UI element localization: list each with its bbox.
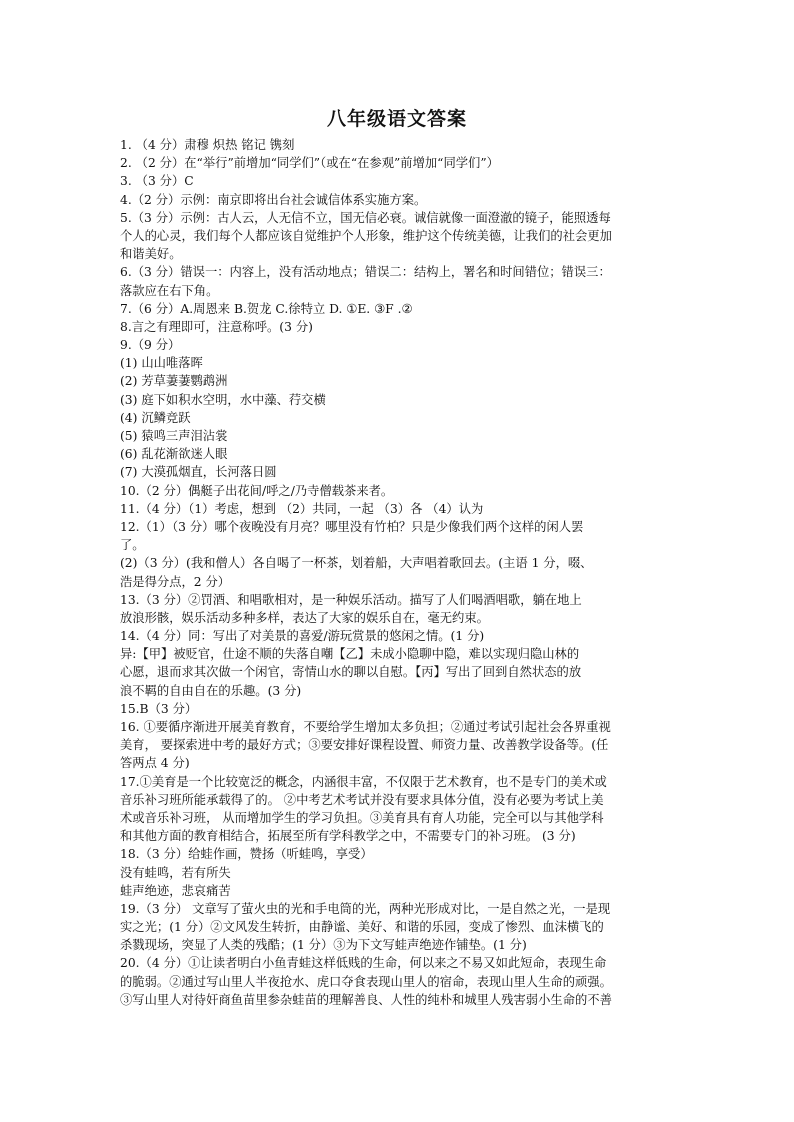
answer-line: 16. ①要循序渐进开展美育教育，不要给学生增加太多负担；②通过考试引起社会各界重视 xyxy=(120,720,611,734)
answer-line: 1. （4 分）肃穆 炽热 铭记 镌刻 xyxy=(120,138,295,152)
answer-line: (6) 乱花渐欲迷人眼 xyxy=(120,447,228,462)
answer-line: 和谐美好。 xyxy=(120,247,182,262)
answer-line: 7.（6 分）A.周恩来 B.贺龙 C.徐特立 D. ①E. ③F .② xyxy=(120,301,413,316)
answer-line: 的脆弱。②通过写山里人半夜抢水、虎口夺食表现山里人的宿命，表现山里人生命的顽强。 xyxy=(120,974,612,989)
answer-line: 浩是得分点，2 分） xyxy=(120,574,231,589)
answer-line: (7) 大漠孤烟直，长河落日圆 xyxy=(120,465,277,480)
answer-line: 浪不羁的自由自在的乐趣。(3 分) xyxy=(120,683,302,698)
answer-line: 异:【甲】被贬官，仕途不顺的失落自嘲【乙】未成小隐聊中隐，难以实现归隐山林的 xyxy=(120,647,580,662)
answer-line: 放浪形骸，娱乐活动多种多样，表达了大家的娱乐自在，毫无约束。 xyxy=(120,610,489,625)
answer-line: 了。 xyxy=(120,538,145,553)
answer-line: 心愿，退而求其次做一个闲官，寄情山水的聊以自慰。【丙】写出了回到自然状态的放 xyxy=(120,665,582,680)
answer-line: 蛙声绝迹，悲哀痛苦 xyxy=(120,883,231,898)
answer-line: 4.（2 分）示例：南京即将出台社会诚信体系实施方案。 xyxy=(120,192,427,207)
answer-line: 落款应在右下角。 xyxy=(120,283,219,298)
page-title: 八年级语文答案 xyxy=(326,108,467,130)
answer-line: 5.（3 分）示例：古人云，人无信不立，国无信必衰。诚信就像一面澄澈的镜子，能照透每 xyxy=(120,210,611,225)
answer-line: (2)（3 分）(我和僧人）各自喝了一杯茶，划着船，大声唱着歌回去。(主语 1 分，啜、 xyxy=(120,556,593,571)
answer-line: (5) 猿鸣三声泪沾裳 xyxy=(120,429,228,443)
answer-line: 杀戮现场，突显了人类的残酷；(1 分）③为下文写蛙声绝迹作铺垫。(1 分) xyxy=(120,938,527,953)
answer-line: (3) 庭下如积水空明，水中藻、荇交横 xyxy=(120,392,326,407)
answer-line: 6.（3 分）错误一：内容上，没有活动地点；错误二：结构上，署名和时间错位；错误三： xyxy=(120,265,611,280)
answer-line: 19.（3 分） 文章写了萤火虫的光和手电筒的光，两种光形成对比，一是自然之光，一是现 xyxy=(120,901,611,916)
answer-line: 13.（3 分）②罚酒、和唱歌相对，是一种娱乐活动。描写了人们喝酒唱歌，躺在地上 xyxy=(120,592,582,607)
answer-line: 音乐补习班所能承载得了的。 ②中考艺术考试并没有要求具体分值，没有必要为考试上美 xyxy=(120,792,604,807)
answer-line: 14.（4 分）同：写出了对美景的喜爱/游玩赏景的悠闲之情。(1 分) xyxy=(120,629,485,644)
answer-line: 8.言之有理即可，注意称呼。(3 分) xyxy=(120,319,313,334)
answer-line: 没有蛙鸣，若有所失 xyxy=(120,865,231,880)
answer-line: (4) 沉鳞竞跃 xyxy=(120,410,191,425)
answer-line: ③写山里人对待奸商鱼苗里参杂蛙苗的理解善良、人性的纯朴和城里人残害弱小生命的不善 xyxy=(120,992,612,1007)
answer-line: 术或音乐补习班， 从而增加学生的学习负担。③美育具有育人功能，完全可以与其他学科 xyxy=(120,810,604,825)
answer-line: 17.①美育是一个比较宽泛的概念，内涵很丰富，不仅限于艺术教育，也不是专门的美术或 xyxy=(120,774,607,789)
answer-line: 10.（2 分）偶艇子出花间/呼之/乃寺僧载茶来者。 xyxy=(120,483,394,498)
answer-line: 2. （2 分）在“举行”前增加“同学们”（或在“在参观”前增加“同学们”） xyxy=(120,156,499,171)
answer-body xyxy=(120,136,680,1009)
answer-line: 18.（3 分）给蛙作画，赞扬（听蛙鸣，享受） xyxy=(120,847,373,862)
answer-line: 答两点 4 分) xyxy=(120,756,190,771)
answer-line: (2) 芳草萋萋鹦鹉洲 xyxy=(120,374,228,389)
answer-line: 和其他方面的教育相结合，拓展至所有学科教学之中，不需要专门的补习班。 (3 分) xyxy=(120,829,576,844)
answer-line: 9.（9 分） xyxy=(120,338,181,353)
answer-line: (1) 山山唯落晖 xyxy=(120,356,203,371)
answer-line: 12.（1）（3 分）哪个夜晚没有月亮？哪里没有竹柏？只是少像我们两个这样的闲人罢 xyxy=(120,519,584,534)
answer-line: 20.（4 分）①让读者明白小鱼青蛙这样低贱的生命，何以来之不易又如此短命，表现生命 xyxy=(120,956,607,971)
answer-line: 11.（4 分）（1）考虑，想到 （2）共同，一起 （3）各 （4）认为 xyxy=(120,501,484,516)
answer-line: 美育， 要探索进中考的最好方式；③要安排好课程设置、师资力量、改善教学设备等。(任 xyxy=(120,738,609,753)
answer-line: 15.B（3 分） xyxy=(120,701,198,716)
answer-line: 3. （3 分）C xyxy=(120,174,194,189)
answer-line: 个人的心灵，我们每个人都应该自觉维护个人形象，维护这个传统美德，让我们的社会更加 xyxy=(120,228,612,243)
answer-line: 实之光；(1 分）②文风发生转折，由静谧、美好、和谐的乐园，变成了惨烈、血沫横飞的 xyxy=(120,920,604,935)
